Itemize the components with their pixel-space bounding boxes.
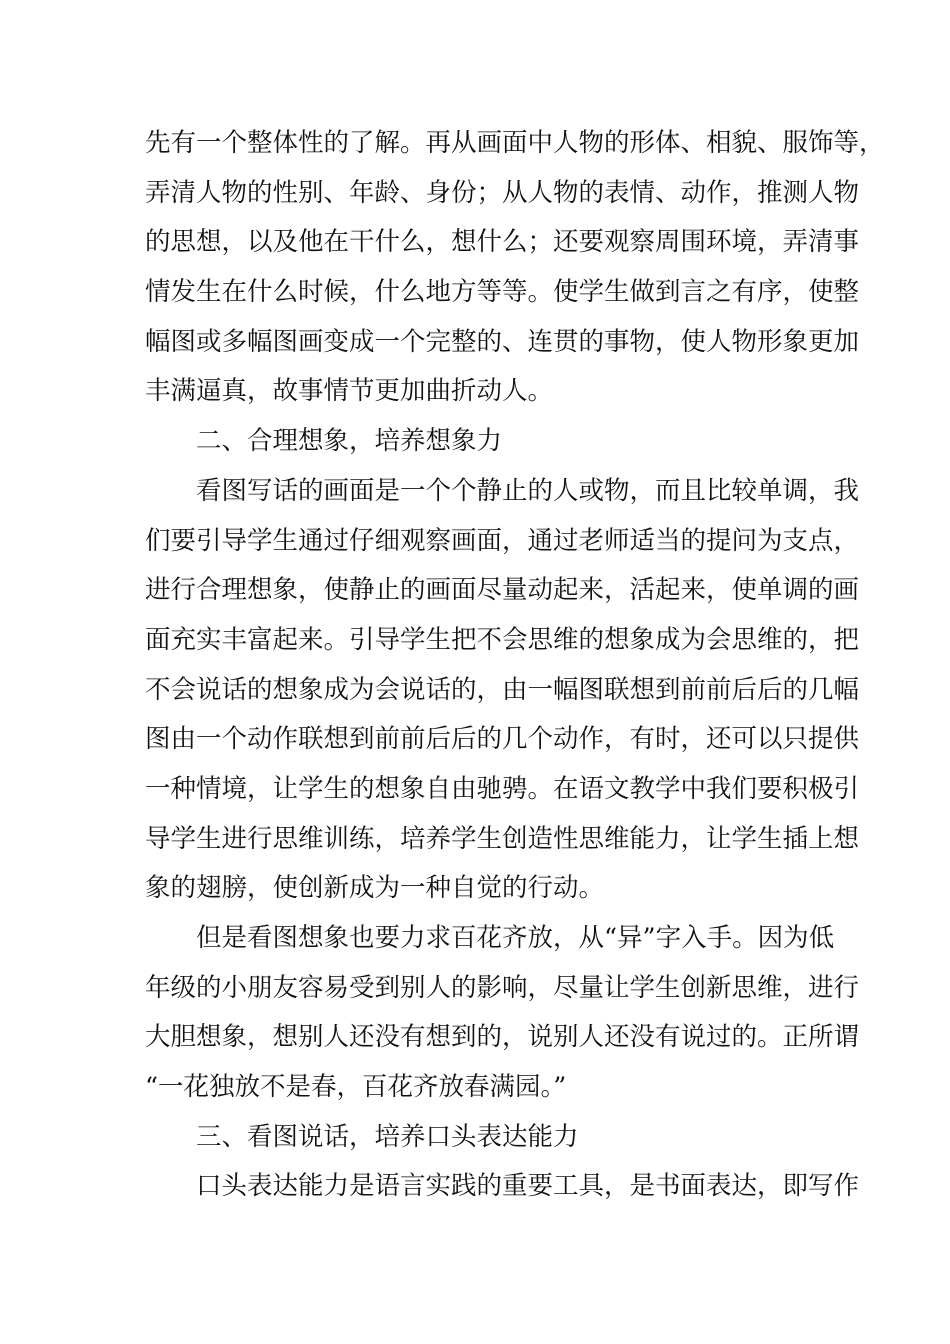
text-line: 年级的小朋友容易受到别人的影响，尽量让学生创新思维，进行 xyxy=(145,972,860,1003)
text-line: 不会说话的想象成为会说话的，由一幅图联想到前前后后的几幅 xyxy=(145,674,860,705)
text-line: 图由一个动作联想到前前后后的几个动作，有时，还可以只提供 xyxy=(145,724,860,755)
text-line: 的思想，以及他在干什么，想什么；还要观察周围环境，弄清事 xyxy=(145,227,860,258)
text-line: 情发生在什么时候，什么地方等等。使学生做到言之有序，使整 xyxy=(145,277,860,308)
text-line: 进行合理想象，使静止的画面尽量动起来，活起来，使单调的画 xyxy=(145,575,860,606)
text-line: 们要引导学生通过仔细观察画面，通过老师适当的提问为支点， xyxy=(145,525,860,556)
text-line: 幅图或多幅图画变成一个完整的、连贯的事物，使人物形象更加 xyxy=(145,326,860,357)
text-line: 口头表达能力是语言实践的重要工具，是书面表达，即写作 xyxy=(196,1171,860,1202)
text-line: “一花独放不是春，百花齐放春满园。” xyxy=(145,1072,567,1103)
text-line: 三、看图说话，培养口头表达能力 xyxy=(196,1121,579,1152)
text-line: 大胆想象，想别人还没有想到的，说别人还没有说过的。正所谓 xyxy=(145,1022,860,1053)
text-line: 导学生进行思维训练，培养学生创造性思维能力，让学生插上想 xyxy=(145,823,860,854)
text-line: 看图写话的画面是一个个静止的人或物，而且比较单调，我 xyxy=(196,475,860,506)
body-text xyxy=(145,119,885,1212)
text-line: 象的翅膀，使创新成为一种自觉的行动。 xyxy=(145,873,605,904)
text-line: 二、合理想象，培养想象力 xyxy=(196,426,503,457)
text-line: 弄清人物的性别、年龄、身份；从人物的表情、动作，推测人物 xyxy=(145,177,860,208)
text-line: 一种情境，让学生的想象自由驰骋。在语文教学中我们要积极引 xyxy=(145,773,860,804)
text-line: 但是看图想象也要力求百花齐放，从“异”字入手。因为低 xyxy=(196,923,835,953)
text-line: 先有一个整体性的了解。再从画面中人物的形体、相貌、服饰等， xyxy=(145,128,885,158)
text-line: 面充实丰富起来。引导学生把不会思维的想象成为会思维的，把 xyxy=(145,624,860,655)
text-line: 丰满逼真，故事情节更加曲折动人。 xyxy=(145,376,554,407)
